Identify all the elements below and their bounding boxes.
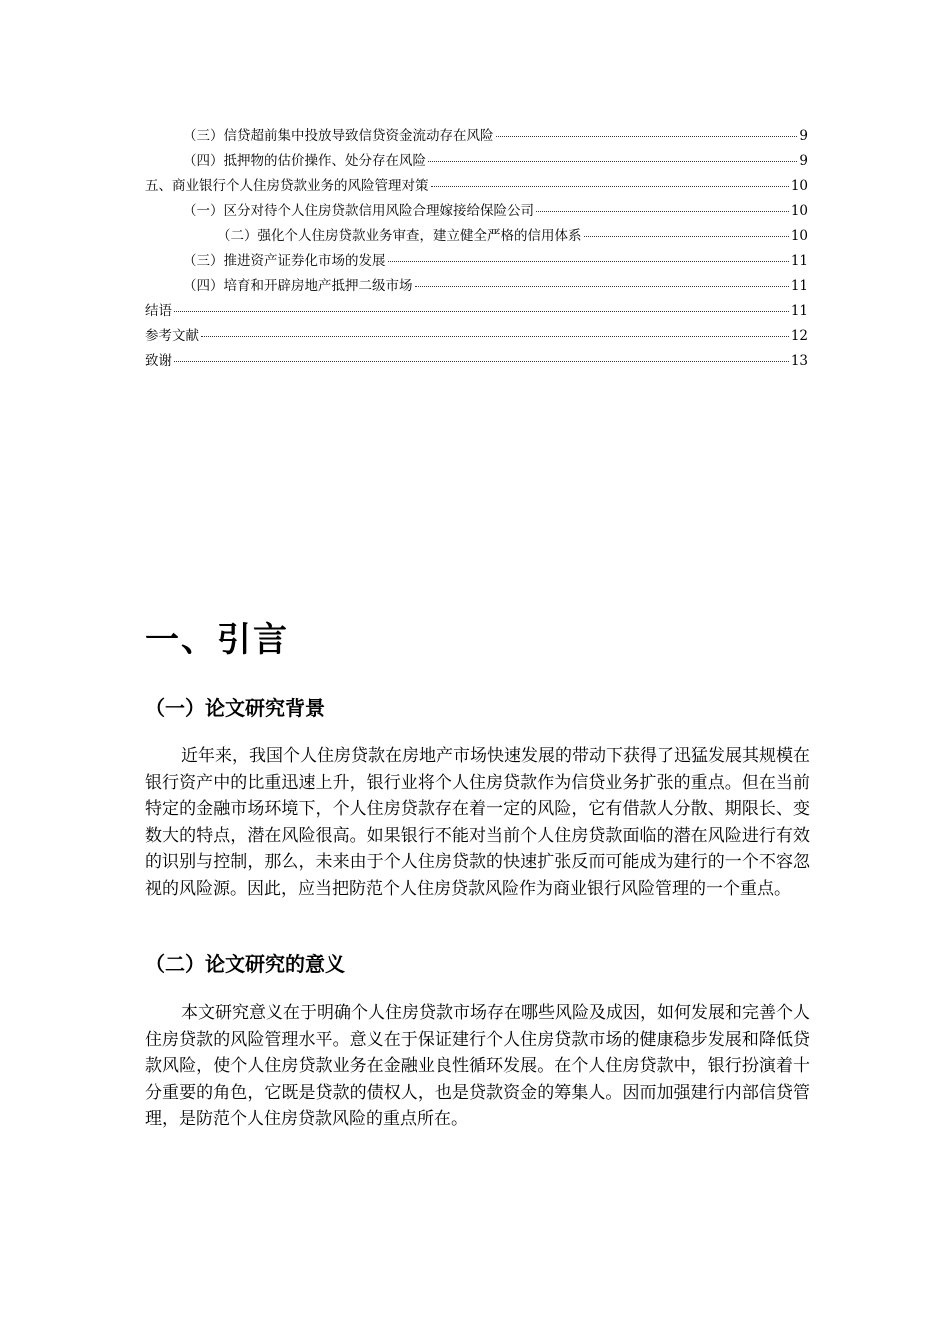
section-heading-background: （一）论文研究背景 — [145, 696, 325, 720]
toc-entry-page: 11 — [790, 303, 808, 319]
toc-leader-dots — [415, 286, 789, 287]
toc-entry[interactable] — [145, 199, 808, 224]
toc-entry-title: （四）抵押物的估价操作、处分存在风险 — [183, 153, 426, 169]
toc-entry[interactable] — [145, 149, 808, 174]
section-body-background: 近年来，我国个人住房贷款在房地产市场快速发展的带动下获得了迅猛发展其规模在银行资产中的比重迅速上升，银行业将个人住房贷款作为信贷业务扩张的重点。但在当前特定的金融市场环境下，个人住房贷款存在着一定的风险，它有借款人分散、期限长、变数大的特点，潜在风险很高。如果银行不能对当前个人住房贷款面临的潜在风险进行有效的识别与控制，那么，未来由于个人住房贷款的快速扩张反而可能成为建行的一个不容忽视的风险源。因此，应当把防范个人住房贷款风险作为商业银行风险管理的一个重点。 — [145, 746, 810, 899]
toc-entry-title: （三）信贷超前集中投放导致信贷资金流动存在风险 — [183, 128, 494, 144]
toc-entry[interactable] — [145, 324, 808, 349]
toc-entry-page: 11 — [790, 253, 808, 269]
toc-entry-title: （四）培育和开辟房地产抵押二级市场 — [183, 278, 413, 294]
toc-entry-title: 参考文献 — [145, 328, 199, 344]
toc-entry-title: 结语 — [145, 303, 172, 319]
toc-entry-page: 10 — [790, 203, 808, 219]
toc-entry-title: 致谢 — [145, 353, 172, 369]
toc-entry-title: （二）强化个人住房贷款业务审查，建立健全严格的信用体系 — [217, 228, 582, 244]
toc-entry-title: 五、商业银行个人住房贷款业务的风险管理对策 — [145, 178, 429, 194]
toc-leader-dots — [496, 136, 798, 137]
toc-entry[interactable] — [145, 249, 808, 274]
toc-entry[interactable] — [145, 224, 808, 249]
toc-entry-page: 10 — [790, 178, 808, 194]
toc-entry-page: 12 — [790, 328, 808, 344]
toc-entry-page: 13 — [790, 353, 808, 369]
section-heading-significance: （二）论文研究的意义 — [145, 952, 345, 976]
toc-entry[interactable] — [145, 174, 808, 199]
toc-entry-page: 9 — [799, 128, 808, 144]
toc-leader-dots — [428, 161, 797, 162]
toc-entry[interactable] — [145, 124, 808, 149]
toc-entry-page: 10 — [790, 228, 808, 244]
toc-entry-page: 11 — [790, 278, 808, 294]
toc-leader-dots — [201, 336, 789, 337]
toc-leader-dots — [536, 211, 789, 212]
toc-leader-dots — [174, 361, 789, 362]
toc-entry[interactable] — [145, 274, 808, 299]
toc-entry[interactable] — [145, 349, 808, 374]
toc-leader-dots — [584, 236, 789, 237]
table-of-contents — [145, 124, 808, 374]
chapter-title: 一、引言 — [145, 620, 289, 660]
toc-entry-title: （一）区分对待个人住房贷款信用风险合理嫁接给保险公司 — [183, 203, 534, 219]
toc-leader-dots — [388, 261, 789, 262]
toc-leader-dots — [174, 311, 789, 312]
toc-entry-title: （三）推进资产证券化市场的发展 — [183, 253, 386, 269]
toc-entry-page: 9 — [799, 153, 808, 169]
section-body-significance: 本文研究意义在于明确个人住房贷款市场存在哪些风险及成因，如何发展和完善个人住房贷款的风险管理水平。意义在于保证建行个人住房贷款市场的健康稳步发展和降低贷款风险，使个人住房贷款业务在金融业良性循环发展。在个人住房贷款中，银行扮演着十分重要的角色，它既是贷款的债权人，也是贷款资金的筹集人。因而加强建行内部信贷管理，是防范个人住房贷款风险的重点所在。 — [145, 1003, 810, 1129]
toc-entry[interactable] — [145, 299, 808, 324]
toc-leader-dots — [431, 186, 789, 187]
